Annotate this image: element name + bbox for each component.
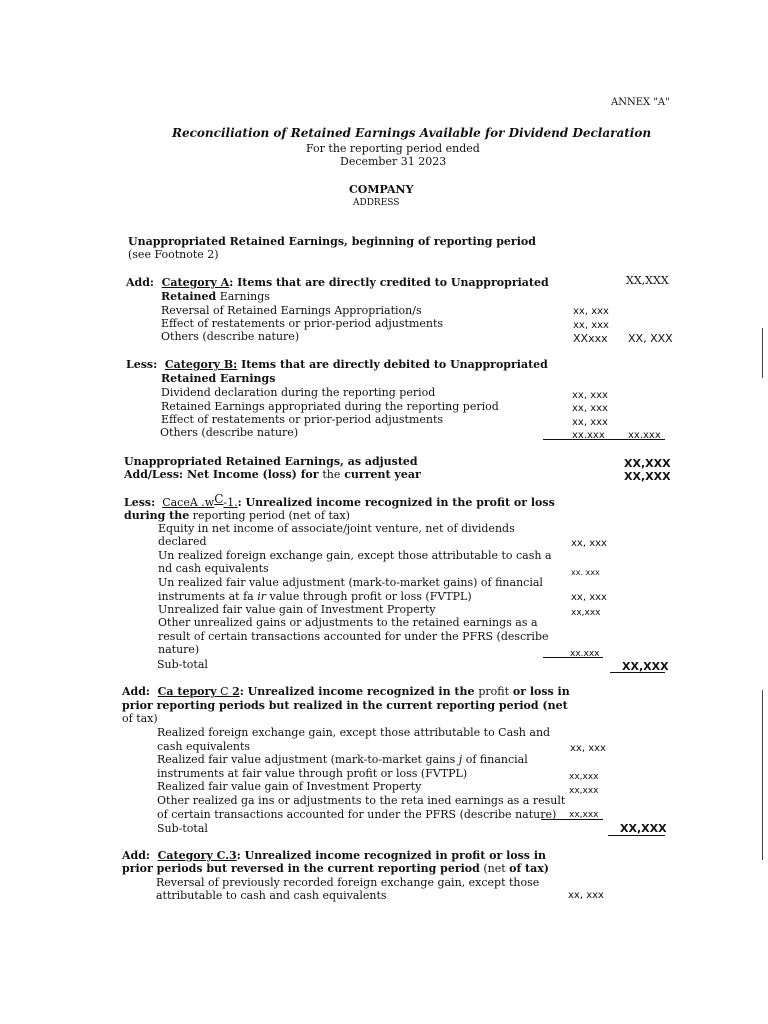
cat-c1-item-2-label: Un realized foreign exchange gain, except those attributable to cash a — [158, 549, 552, 562]
cat-c2-item-2-amount: xx,xxx — [569, 772, 599, 782]
cat-c1-item-3-label2 — [158, 590, 472, 603]
cat-b-total-rule — [543, 439, 665, 440]
cat-c2-item-1-label2: cash equivalents — [157, 740, 251, 753]
cat-c1-item-3-amount: xx, xxx — [571, 592, 607, 603]
cat-b-title-line2: Retained Earnings — [161, 372, 276, 385]
cat-c2-item-2-label2: instruments at fair value through profit or loss (FVTPL) — [157, 767, 468, 780]
cat-c1-subtotal: XX,XXX — [622, 660, 669, 673]
cat-b-item-2-amount: xx, xxx — [572, 403, 608, 414]
cat-a-heading — [126, 276, 549, 289]
cat-c2-item-4-amount: xx,xxx — [569, 810, 599, 820]
cat-c1-item-5-label2: result of certain transactions accounted for under the PFRS (describe — [158, 630, 549, 643]
cat-c2-name: Ca tepory — [157, 685, 217, 698]
cat-c1-item-1-label2: declared — [158, 535, 207, 548]
cat-c1-name-b: .w — [197, 496, 215, 509]
beginning-amount: XX,XXX — [626, 274, 669, 287]
net-income-amount: XX,XXX — [624, 470, 671, 483]
cat-c3-title: : Unrealized income recognized in profit or loss in — [236, 849, 546, 862]
cat-c3-name: Category C.3 — [157, 849, 237, 862]
cat-c2-item-rule — [541, 819, 603, 820]
cat-a-item-1-amount: xx, xxx — [573, 306, 609, 317]
beginning-note: (see Footnote 2) — [128, 248, 219, 261]
cat-c2-item-2-label — [157, 753, 528, 766]
beginning-label: Unappropriated Retained Earnings, beginning of reporting period — [128, 235, 536, 248]
cat-b-title: Items that are directly debited to Unappropriated — [237, 358, 548, 371]
cat-c1-item-3-label2-c: value through profit or loss (FVTPL) — [265, 590, 472, 603]
cat-b-item-4-amount: xx.xxx — [572, 430, 605, 441]
cat-c1-prefix: Less: — [124, 496, 156, 509]
cat-c2-item-3-amount: xx,xxx — [569, 786, 599, 796]
net-income-label — [124, 468, 421, 481]
cat-b-item-3-label: Effect of restatements or prior-period adjustments — [161, 413, 444, 426]
cat-c1-item-5-label3: nature) — [158, 643, 200, 656]
cat-c2-item-2-label-c: of financial — [462, 753, 528, 766]
company-name: COMPANY — [349, 183, 414, 196]
cat-c3-heading — [122, 849, 546, 862]
adjusted-amount: XX,XXX — [624, 457, 671, 470]
adjusted-label: Unappropriated Retained Earnings, as adjusted — [124, 455, 418, 468]
cat-c1-subtotal-label: Sub-total — [157, 658, 208, 671]
cat-c2-item-4-label2: of certain transactions accounted for under the PFRS (describe nature) — [157, 808, 557, 821]
cat-c1-item-3-label2-b: ir — [257, 590, 266, 603]
cat-a-prefix: Add: — [126, 276, 154, 289]
cat-c3-title-line2 — [122, 862, 549, 875]
cat-b-prefix: Less: — [126, 358, 158, 371]
cat-b-item-1-label: Dividend declaration during the reporting period — [161, 386, 436, 399]
cat-c2-item-1-label: Realized foreign exchange gain, except those attributable to Cash and — [157, 726, 551, 739]
cat-c3-item-1-label: Reversal of previously recorded foreign exchange gain, except those — [156, 876, 540, 889]
cat-c1-item-5-label: Other unrealized gains or adjustments to the retained earnings as a — [158, 616, 538, 629]
annex-label: ANNEX "A" — [611, 97, 670, 108]
net-income-label-c: current year — [340, 468, 421, 481]
cat-c3-title2-b: (net — [479, 862, 510, 875]
cat-c2-title-a: : Unrealized income recognized in the — [239, 685, 479, 698]
cat-c1-title: : Unrealized income recognized in the profit or loss — [237, 496, 555, 509]
cat-c2-item-2-label-b: j — [458, 753, 463, 766]
cat-c1-name-a: CaceA — [162, 496, 198, 509]
cat-a-total: XX, XXX — [628, 332, 673, 345]
cat-a-item-3-amount: XXxxx — [573, 332, 608, 345]
cat-c1-item-3-label: Un realized fair value adjustment (mark-to-market gains) of financial — [158, 576, 543, 589]
cat-c1-name-c: C — [214, 492, 224, 506]
cat-c2-name-b: C — [216, 685, 233, 698]
net-income-label-b: the — [322, 468, 341, 481]
cat-c1-heading — [124, 492, 555, 509]
date-line: December 31 2023 — [340, 155, 447, 168]
cat-c2-heading — [122, 685, 570, 698]
cat-c1-name-d: -1. — [223, 496, 238, 509]
net-income-label-a: Add/Less: Net Income (loss) for — [124, 468, 323, 481]
cat-c1-item-rule — [543, 657, 603, 658]
cat-c1-item-2-label2: nd cash equivalents — [158, 562, 269, 575]
cat-a-title: : Items that are directly credited to Unappropriated — [229, 276, 549, 289]
cat-c3-item-1-label2: attributable to cash and cash equivalents — [156, 889, 387, 902]
cat-c2-item-2-label-a: Realized fair value adjustment (mark-to-market gains — [157, 753, 459, 766]
cat-c2-title2-b: (net — [538, 699, 568, 712]
cat-c3-item-1-amount: xx, xxx — [568, 890, 604, 901]
cat-c1-title2-a: during the — [124, 509, 190, 522]
cat-b-heading — [126, 358, 548, 371]
cat-c1-item-2-amount: xx. xxx — [571, 568, 600, 577]
cat-a-title-line2 — [161, 290, 270, 303]
cat-c1-item-1-label: Equity in net income of associate/joint venture, net of dividends — [158, 522, 515, 535]
cat-c1-subtotal-rule — [610, 672, 665, 673]
cat-a-item-2-label: Effect of restatements or prior-period adjustments — [161, 317, 444, 330]
cat-a-item-2-amount: xx, xxx — [573, 320, 609, 331]
cat-c2-name-c: 2 — [232, 685, 240, 698]
scan-edge-mark — [762, 690, 763, 860]
cat-c1-title2-b: reporting period (net of tax) — [189, 509, 350, 522]
cat-a-title2b: Earnings — [216, 290, 270, 303]
cat-c3-title2-c: of tax) — [509, 862, 550, 875]
cat-a-item-3-label: Others (describe nature) — [161, 330, 300, 343]
page-title: Reconciliation of Retained Earnings Available for Dividend Declaration — [172, 126, 652, 140]
cat-b-total: xx.xxx — [628, 430, 661, 441]
cat-a-name: Category A — [161, 276, 230, 289]
scan-edge-mark — [762, 328, 763, 378]
cat-c1-item-4-label: Unrealized fair value gain of Investment Property — [158, 603, 436, 616]
cat-c2-prefix: Add: — [122, 685, 150, 698]
cat-a-item-1-label: Reversal of Retained Earnings Appropriation/s — [161, 304, 422, 317]
cat-b-name: Category B: — [164, 358, 238, 371]
cat-b-item-4-label: Others (describe nature) — [160, 426, 299, 439]
cat-c2-title-c: or loss in — [509, 685, 570, 698]
cat-c2-subtotal: XX,XXX — [620, 822, 667, 835]
cat-c2-title-b: profit — [478, 685, 510, 698]
cat-c2-subtotal-label: Sub-total — [157, 822, 208, 835]
cat-a-title2: Retained — [161, 290, 217, 303]
cat-b-item-2-label: Retained Earnings appropriated during the reporting period — [161, 400, 499, 413]
cat-c2-title2: prior reporting periods but realized in the current reporting period — [122, 699, 539, 712]
cat-c2-item-4-label: Other realized ga ins or adjustments to the reta ined earnings as a result — [157, 794, 566, 807]
cat-c1-item-4-amount: xx,xxx — [571, 608, 601, 618]
company-address: ADDRESS — [353, 198, 400, 208]
cat-c2-item-3-label: Realized fair value gain of Investment Property — [157, 780, 422, 793]
cat-b-item-3-amount: xx, xxx — [572, 417, 608, 428]
cat-c2-item-1-amount: xx, xxx — [570, 743, 606, 754]
cat-c3-title2: prior periods but reversed in the current reporting period — [122, 862, 480, 875]
cat-c1-item-3-label2-a: instruments at fa — [158, 590, 258, 603]
cat-c3-prefix: Add: — [122, 849, 150, 862]
cat-c2-title-line3: of tax) — [122, 712, 158, 725]
cat-c2-title-line2 — [122, 699, 568, 712]
cat-c1-title-line2 — [124, 509, 350, 522]
cat-b-item-1-amount: xx, xxx — [572, 390, 608, 401]
cat-c2-subtotal-rule — [608, 835, 665, 836]
cat-c1-item-1-amount: xx, xxx — [571, 538, 607, 549]
period-line: For the reporting period ended — [306, 142, 480, 155]
cat-c1-item-5-amount: xx.xxx — [570, 649, 600, 659]
